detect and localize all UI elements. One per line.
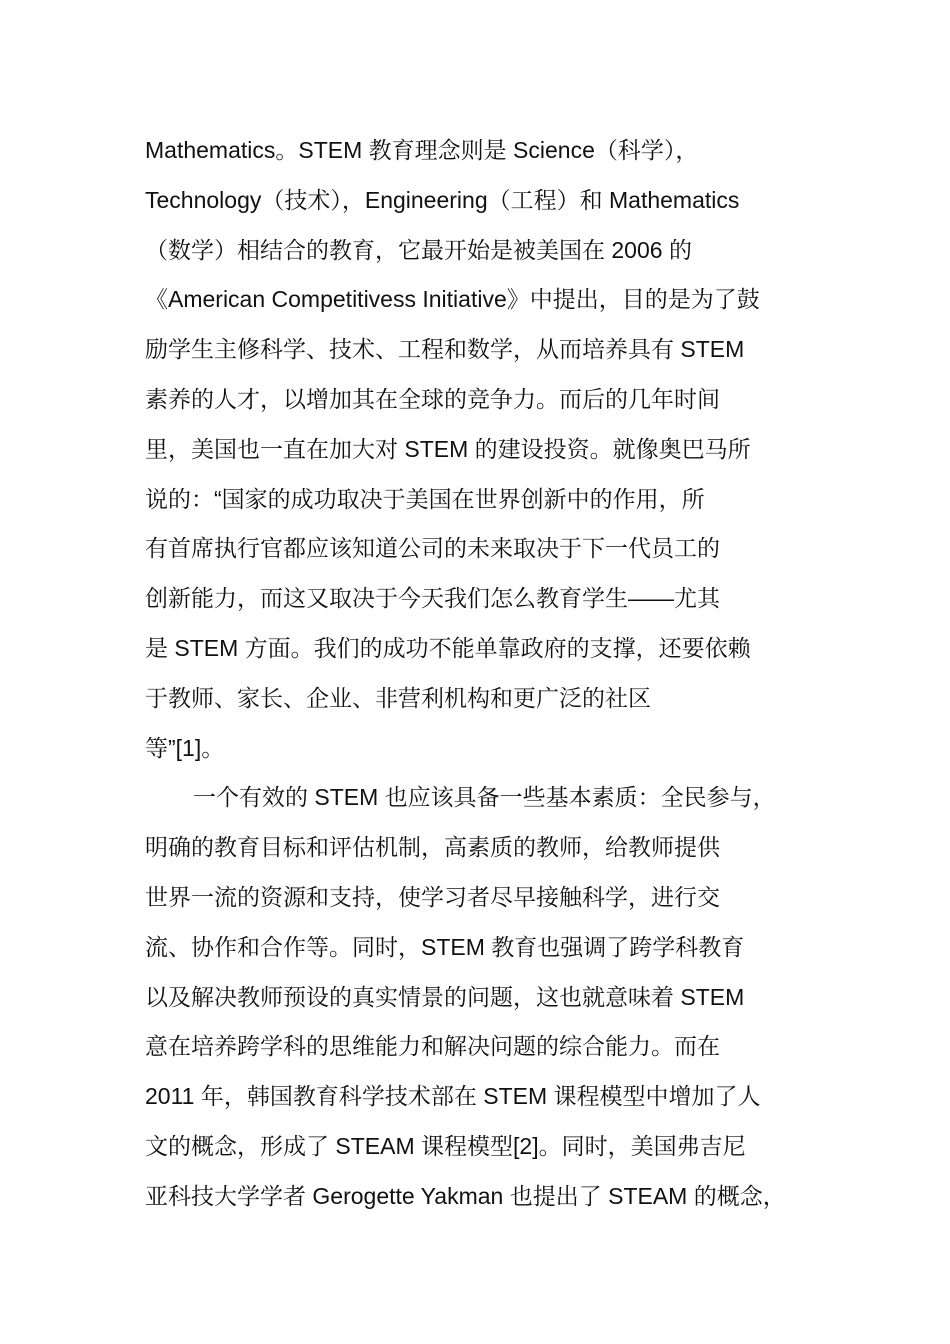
- text-line: 亚科技大学学者 Gerogette Yakman 也提出了 STEAM 的概念，: [145, 1182, 786, 1209]
- text-line: 于教师、家长、企业、非营利机构和更广泛的社区: [145, 684, 651, 711]
- text-line: （数学）相结合的教育，它最开始是被美国在 2006 的: [145, 236, 692, 263]
- text-line: 创新能力，而这又取决于今天我们怎么教育学生——尤其: [145, 585, 720, 612]
- text-line: 《American Competitivess Initiative》中提出，目的是为了鼓: [145, 286, 760, 313]
- text-line: 是 STEM 方面。我们的成功不能单靠政府的支撑，还要依赖: [145, 634, 751, 661]
- text-line: 以及解决教师预设的真实情景的问题，这也就意味着 STEM: [145, 983, 745, 1010]
- text-line: 意在培养跨学科的思维能力和解决问题的综合能力。而在: [145, 1033, 720, 1060]
- text-line: 里，美国也一直在加大对 STEM 的建设投资。就像奥巴马所: [145, 435, 751, 462]
- text-line: 流、协作和合作等。同时，STEM 教育也强调了跨学科教育: [145, 933, 745, 960]
- text-line: 等”[1]。: [145, 734, 225, 761]
- text-line: Mathematics。STEM 教育理念则是 Science（科学），: [145, 137, 699, 163]
- body-text: [145, 126, 825, 1222]
- paragraph-first-line: 一个有效的 STEM 也应该具备一些基本素质：全民参与，: [193, 784, 776, 811]
- text-line: 有首席执行官都应该知道公司的未来取决于下一代员工的: [145, 535, 720, 562]
- text-line: 励学生主修科学、技术、工程和数学，从而培养具有 STEM: [145, 336, 745, 363]
- text-line: Technology（技术），Engineering（工程）和 Mathematics: [145, 186, 740, 213]
- text-line: 素养的人才，以增加其在全球的竞争力。而后的几年时间: [145, 385, 720, 412]
- text-line: 明确的教育目标和评估机制，高素质的教师，给教师提供: [145, 834, 720, 861]
- text-line: 文的概念，形成了 STEAM 课程模型[2]。同时，美国弗吉尼: [145, 1132, 746, 1159]
- text-line: 世界一流的资源和支持，使学习者尽早接触科学，进行交: [145, 883, 720, 910]
- text-line: 说的：“国家的成功取决于美国在世界创新中的作用，所: [145, 485, 705, 512]
- text-line: 2011 年，韩国教育科学技术部在 STEM 课程模型中增加了人: [145, 1083, 761, 1110]
